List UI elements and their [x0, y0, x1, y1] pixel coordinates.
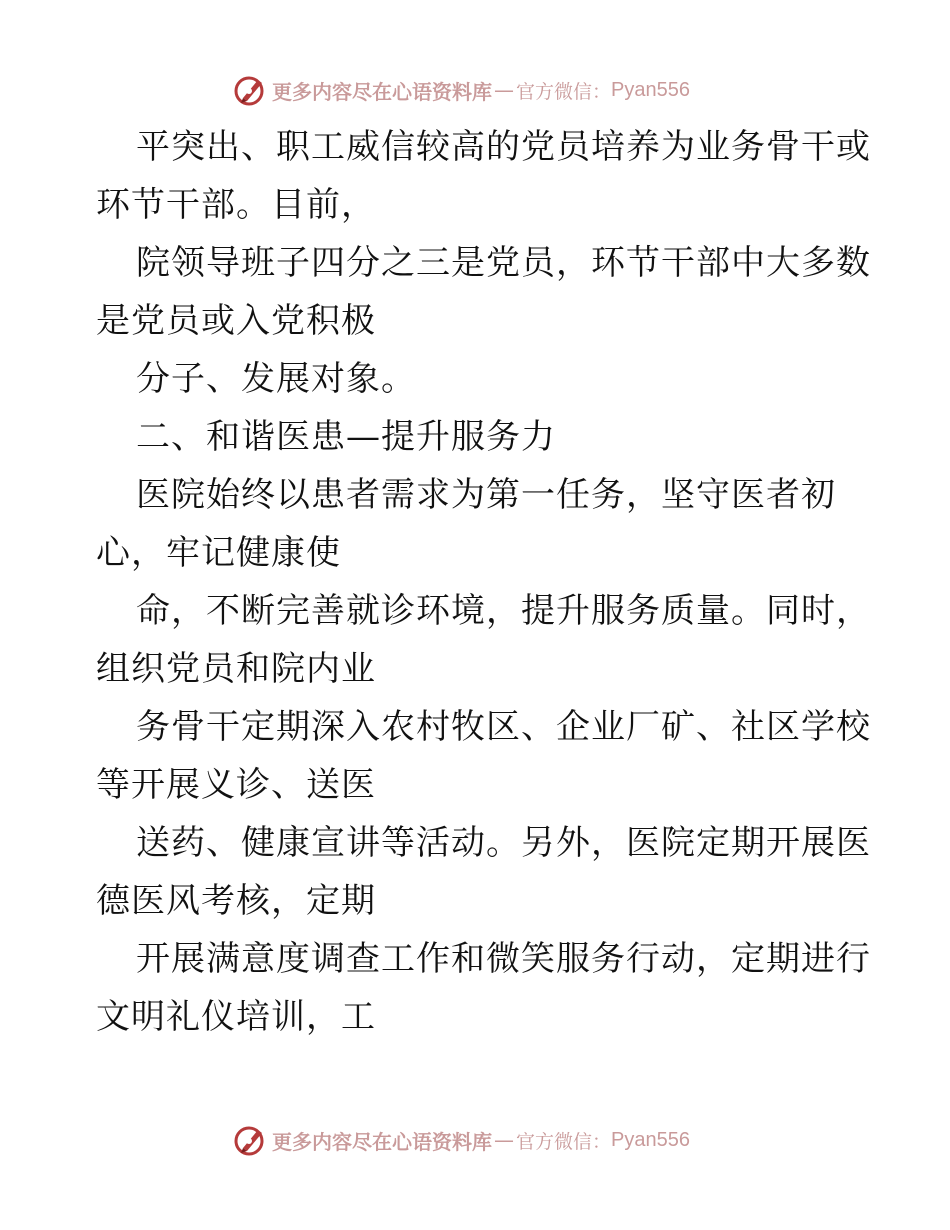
text-line: 平突出、职工威信较高的党员培养为业务骨干或 [136, 127, 871, 167]
text-line: 德医风考核，定期 [96, 881, 376, 921]
text-line: 开展满意度调查工作和微笑服务行动，定期进行 [136, 939, 871, 979]
watermark-main-text: 更多内容尽在心语资料库 [272, 1129, 492, 1154]
watermark-wechat-id: Pyan556 [611, 1128, 690, 1151]
watermark-main-text: 更多内容尽在心语资料库 [272, 79, 492, 104]
watermark-separator: — [494, 78, 514, 102]
text-line: 医院始终以患者需求为第一任务，坚守医者初 [136, 475, 836, 515]
watermark-wechat-id: Pyan556 [611, 78, 690, 101]
text-line: 送药、健康宣讲等活动。另外，医院定期开展医 [136, 823, 871, 863]
text-line: 是党员或入党积极 [96, 301, 376, 341]
text-line: 等开展义诊、送医 [96, 765, 376, 805]
text-line: 分子、发展对象。 [136, 359, 416, 399]
watermark-wechat-label: 官方微信： [516, 1130, 612, 1153]
pen-logo-icon [232, 72, 268, 108]
text-line: 心，牢记健康使 [96, 533, 341, 573]
pen-logo-icon [232, 1122, 268, 1158]
text-line: 院领导班子四分之三是党员，环节干部中大多数 [136, 243, 871, 283]
text-line: 环节干部。目前， [96, 185, 376, 225]
watermark-wechat-label: 官方微信： [516, 80, 612, 103]
header-watermark [232, 70, 690, 110]
text-line: 文明礼仪培训，工 [96, 997, 376, 1037]
text-line: 组织党员和院内业 [96, 649, 376, 689]
watermark-separator: — [494, 1128, 514, 1152]
footer-watermark [232, 1120, 690, 1160]
text-line: 务骨干定期深入农村牧区、企业厂矿、社区学校 [136, 707, 871, 747]
section-heading: 二、和谐医患—提升服务力 [136, 417, 556, 457]
text-line: 命，不断完善就诊环境，提升服务质量。同时， [136, 591, 871, 631]
document-body [96, 118, 871, 1046]
